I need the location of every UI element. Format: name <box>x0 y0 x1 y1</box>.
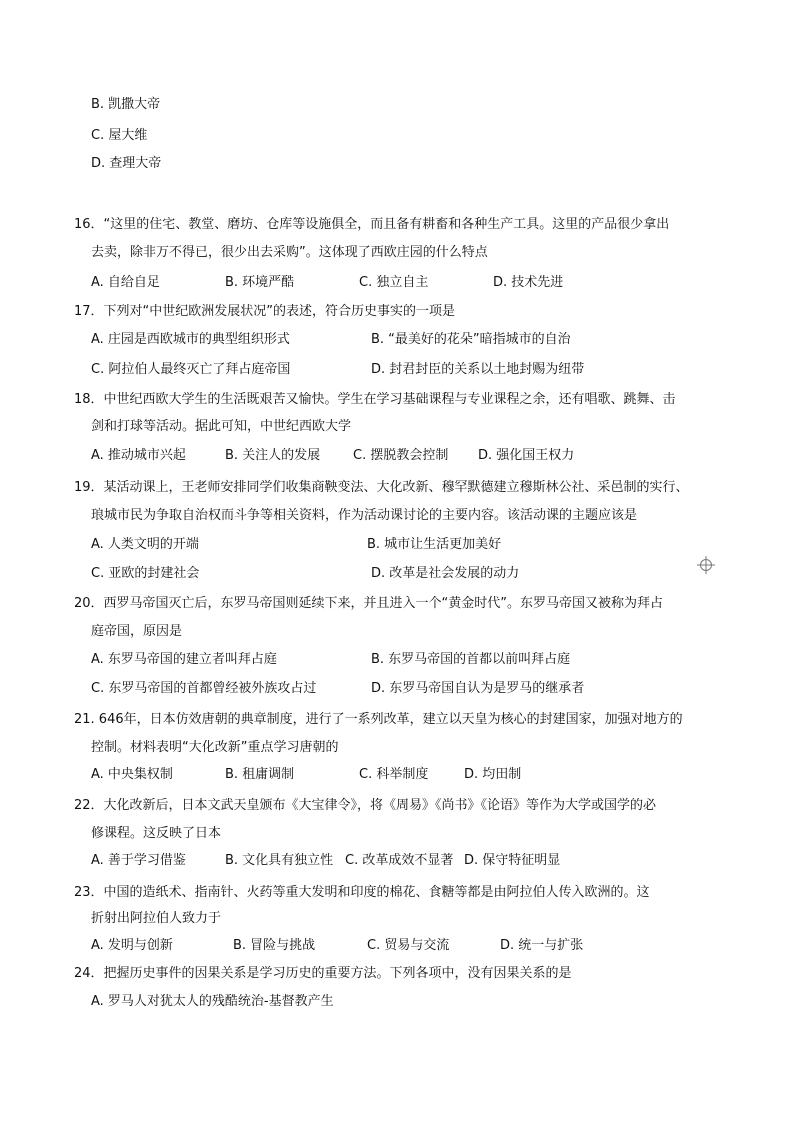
option-c: C. 亚欧的封建社会 <box>91 566 200 581</box>
option-b: B. 凯撒大帝 <box>91 97 161 112</box>
option-b: B. 文化具有独立性 <box>225 853 334 868</box>
option-a: A. 东罗马帝国的建立者叫拜占庭 <box>91 652 277 667</box>
question-22-text: 22．大化改新后，日本文武天皇颁布《大宝律令》，将《周易》《尚书》《论语》等作为大学或国学的必 <box>74 798 657 813</box>
option-d: D. 查理大帝 <box>91 156 162 171</box>
option-d: D. 封君封臣的关系以土地封赐为纽带 <box>371 362 585 377</box>
option-d: D. 东罗马帝国自认为是罗马的继承者 <box>371 681 585 696</box>
question-17-text: 17．下列对“中世纪欧洲发展状况”的表述，符合历史事实的一项是 <box>74 304 456 319</box>
question-21-text-cont: 控制。材料表明“大化改新”重点学习唐朝的 <box>91 740 339 755</box>
question-18-text-cont: 剑和打球等活动。据此可知，中世纪西欧大学 <box>91 419 352 434</box>
option-d: D. 强化国王权力 <box>478 448 575 463</box>
option-a: A. 发明与创新 <box>91 938 173 953</box>
option-c: C. 科举制度 <box>359 767 429 782</box>
option-a: A. 自给自足 <box>91 275 160 290</box>
question-20-text-cont: 庭帝国，原因是 <box>91 624 183 639</box>
option-a: A. 人类文明的开端 <box>91 537 199 552</box>
option-a: A. 中央集权制 <box>91 767 173 782</box>
option-a: A. 罗马人对犹太人的残酷统治-基督教产生 <box>91 994 334 1009</box>
question-17-options-row1 <box>0 331 793 349</box>
question-16-options <box>0 274 793 292</box>
question-19-options-row1 <box>0 536 793 554</box>
question-23-text-cont: 折射出阿拉伯人致力于 <box>91 911 222 926</box>
option-c: C. 贸易与交流 <box>367 938 450 953</box>
option-a: A. 庄园是西欧城市的典型组织形式 <box>91 332 290 347</box>
option-c: C. 屋大维 <box>91 128 148 143</box>
question-16-text-cont: 去卖，除非万不得已，很少出去采购”。这体现了西欧庄园的什么特点 <box>91 245 488 260</box>
option-d: D. 均田制 <box>464 767 522 782</box>
question-23-text: 23．中国的造纸术、指南针、火药等重大发明和印度的棉花、食糖等都是由阿拉伯人传入欧洲的。这 <box>74 885 650 900</box>
question-19-text-cont: 琅城市民为争取自治权而斗争等相关资料，作为活动课讨论的主要内容。该活动课的主题应该是 <box>91 508 638 523</box>
question-20-options-row2 <box>0 680 793 698</box>
option-d: D. 统一与扩张 <box>500 938 584 953</box>
question-24-text: 24．把握历史事件的因果关系是学习历史的重要方法。下列各项中，没有因果关系的是 <box>74 966 572 981</box>
option-b: B. 租庸调制 <box>225 767 295 782</box>
question-23-options <box>0 937 793 955</box>
question-20-text: 20．西罗马帝国灭亡后，东罗马帝国则延续下来，并且进入一个“黄金时代”。东罗马帝国又被称为拜占 <box>74 596 664 611</box>
question-17-options-row2 <box>0 361 793 379</box>
option-a: A. 推动城市兴起 <box>91 448 186 463</box>
option-c: C. 独立自主 <box>359 275 429 290</box>
registration-crosshair-icon <box>697 556 715 574</box>
option-c: C. 东罗马帝国的首都曾经被外族攻占过 <box>91 681 317 696</box>
option-a: A. 善于学习借鉴 <box>91 853 186 868</box>
question-21-options <box>0 766 793 784</box>
option-b: B. 关注人的发展 <box>225 448 321 463</box>
option-c: C. 阿拉伯人最终灭亡了拜占庭帝国 <box>91 362 291 377</box>
option-d: D. 改革是社会发展的动力 <box>371 566 520 581</box>
option-b: B. 环境严酷 <box>225 275 295 290</box>
option-d: D. 保守特征明显 <box>464 853 561 868</box>
question-18-text: 18．中世纪西欧大学生的生活既艰苦又愉快。学生在学习基础课程与专业课程之余，还有唱歌、跳舞、击 <box>74 392 676 407</box>
question-19-options-row2 <box>0 565 793 583</box>
option-c: C. 改革成效不显著 <box>345 853 454 868</box>
question-18-options <box>0 447 793 465</box>
question-19-text: 19．某活动课上，王老师安排同学们收集商鞅变法、大化改新、穆罕默德建立穆斯林公社、采邑制的实行、 <box>74 480 689 495</box>
option-d: D. 技术先进 <box>493 275 564 290</box>
question-21-text: 21. 646年，日本仿效唐朝的典章制度，进行了一系列改革，建立以天皇为核心的封建国家，加强对地方的 <box>74 712 683 727</box>
option-b: B. 东罗马帝国的首都以前叫拜占庭 <box>371 652 571 667</box>
option-b: B. “最美好的花朵”暗指城市的自治 <box>371 332 571 347</box>
option-c: C. 摆脱教会控制 <box>353 448 449 463</box>
question-22-text-cont: 修课程。这反映了日本 <box>91 826 222 841</box>
option-b: B. 城市让生活更加美好 <box>367 537 502 552</box>
option-b: B. 冒险与挑战 <box>233 938 316 953</box>
question-22-options <box>0 852 793 870</box>
question-20-options-row1 <box>0 651 793 669</box>
question-16-text: 16．“这里的住宅、教堂、磨坊、仓库等设施俱全，而且备有耕畜和各种生产工具。这里的产品很少拿出 <box>74 217 670 232</box>
